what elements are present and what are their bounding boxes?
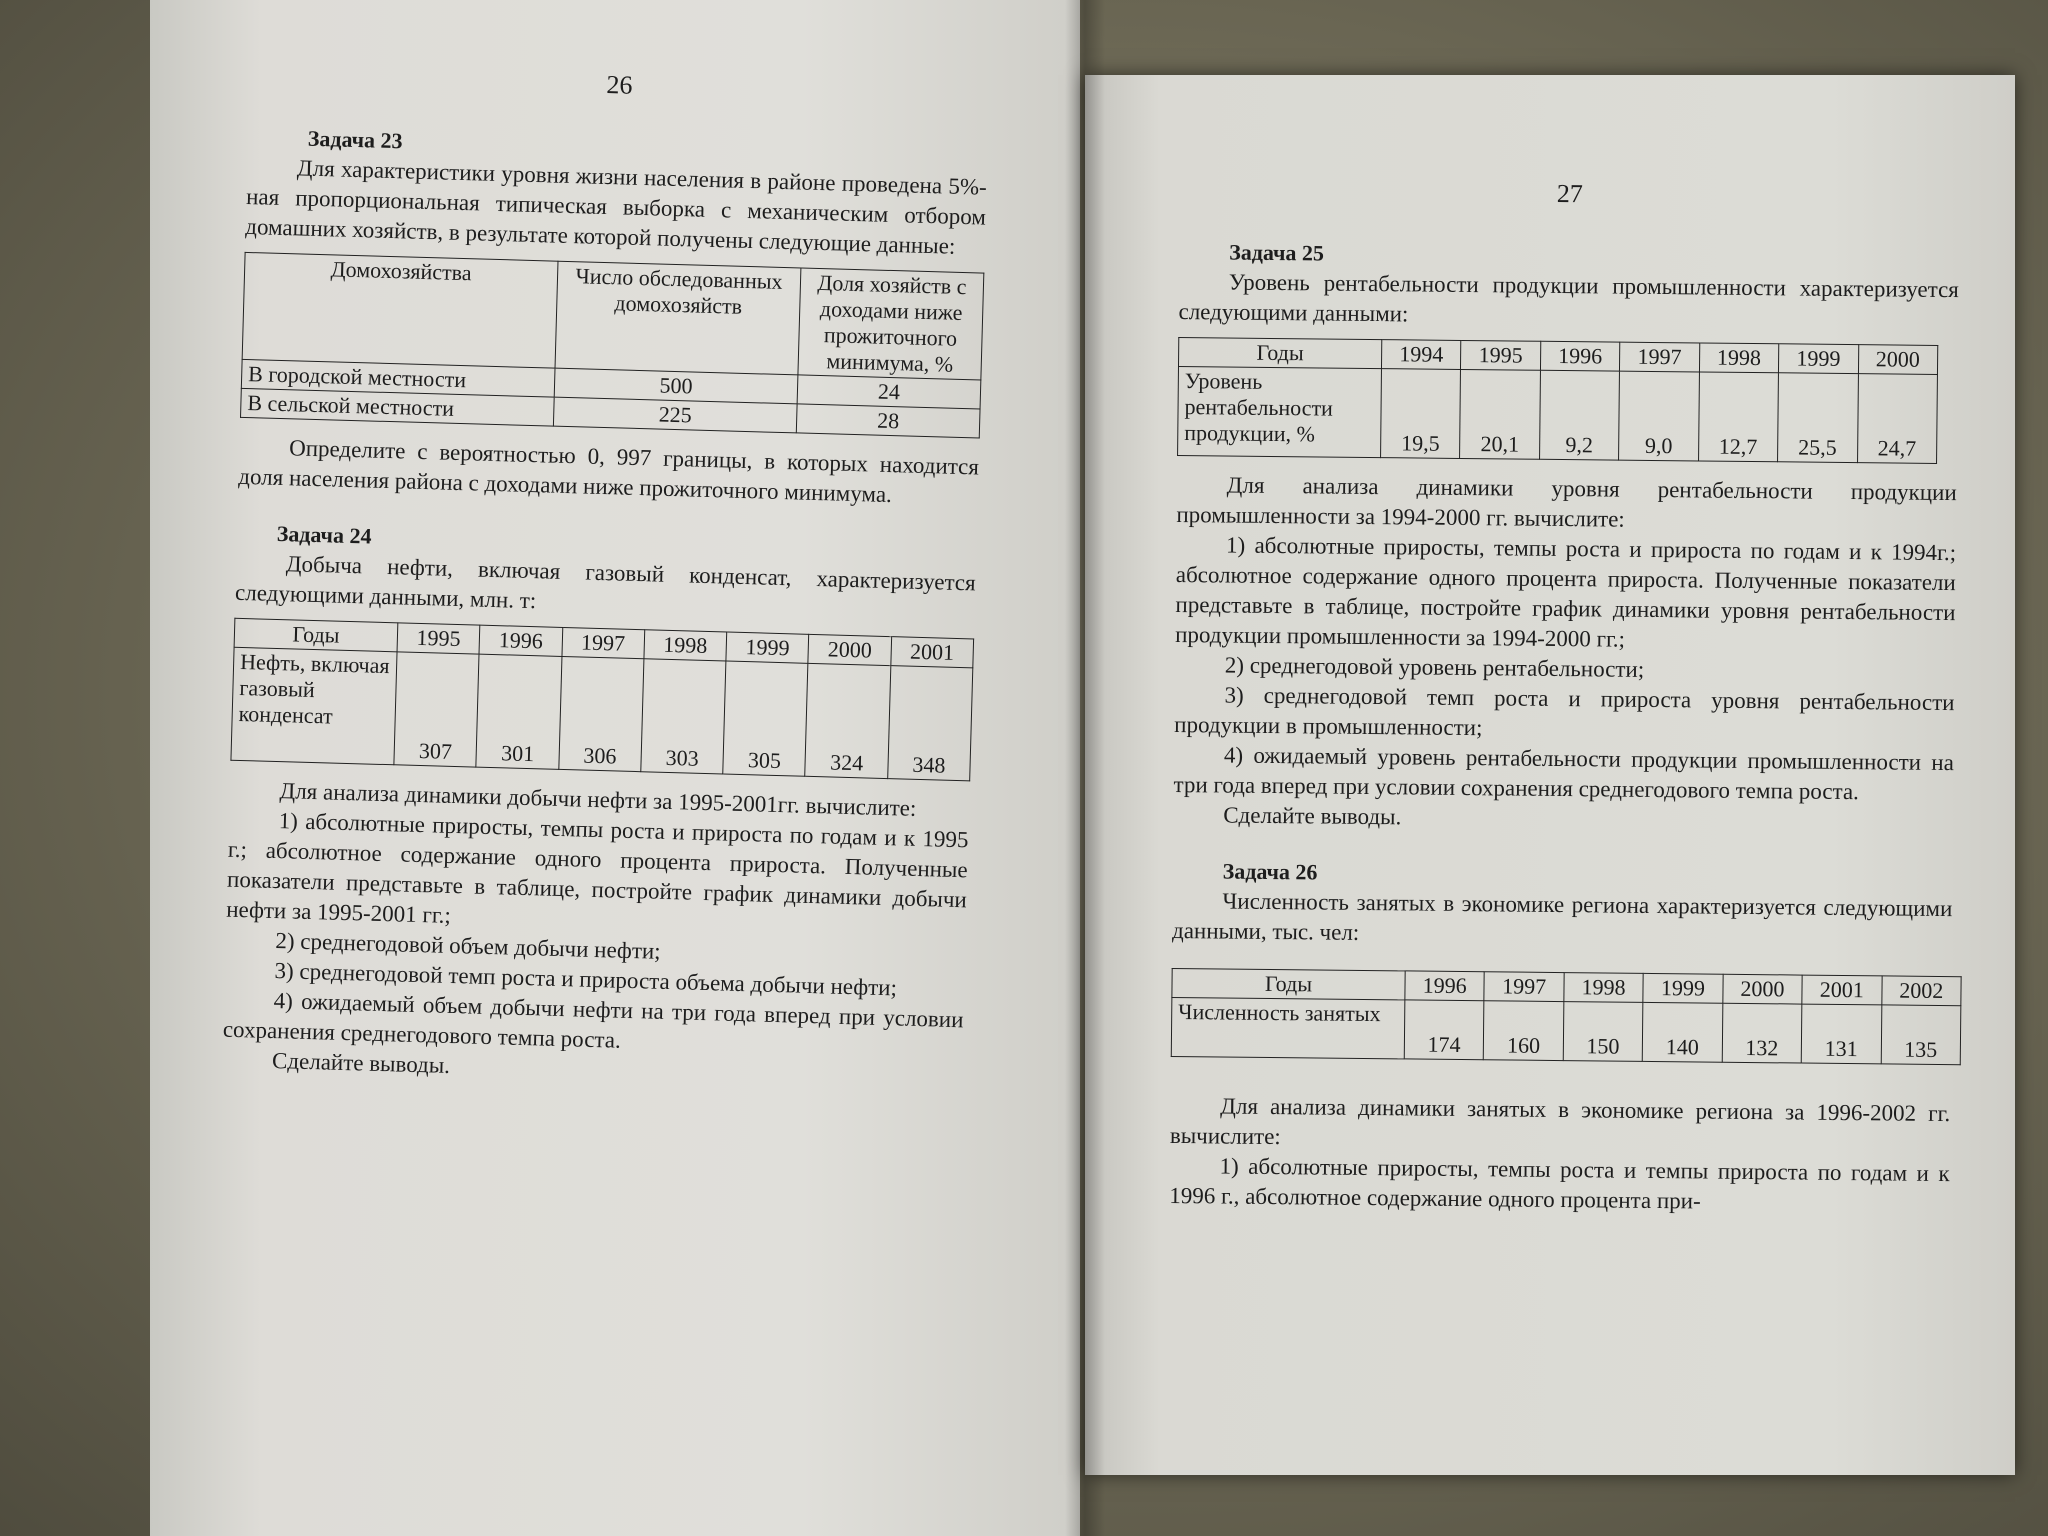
table-cell: 25,5	[1778, 373, 1858, 463]
table-cell: 12,7	[1698, 372, 1778, 462]
table-cell: 131	[1801, 1004, 1881, 1064]
task-25-table	[1177, 337, 1938, 464]
task-23-intro: Для характеристики уровня жизни населения в районе проведена 5%-ная пропорциональная типическая выборка с механическим отбором домашних хозяйств, в результате которой получены следующие данные:	[245, 155, 988, 259]
task-24-analysis-intro: Для анализа динамики добычи нефти за 1995-2001гг. вычислите:	[279, 778, 917, 821]
task-24-item-3: 3) среднегодовой темп роста и прироста объема добычи нефти;	[274, 958, 898, 1001]
table-header-cell: 1995	[1461, 340, 1541, 370]
task-24-item-2: 2) среднегодовой объем добычи нефти;	[275, 928, 661, 964]
table-header-cell: Годы	[234, 618, 398, 652]
table-cell: В сельской местности	[241, 388, 555, 426]
table-header-cell: Число обследованных домохозяйств	[555, 261, 801, 375]
table-cell: 303	[641, 659, 726, 774]
table-cell: 225	[553, 397, 797, 433]
task-24-title: Задача 24	[276, 520, 372, 549]
task-23-table	[240, 252, 984, 439]
task-26-analysis-intro: Для анализа динамики занятых в экономике региона за 1996-2002 гг. вычислите:	[1169, 1093, 1951, 1150]
task-25-conclusion: Сделайте выводы.	[1223, 802, 1402, 830]
table-header-cell: 1995	[397, 623, 480, 654]
task-25-item-2: 2) среднегодовой уровень рентабельности;	[1224, 652, 1645, 682]
task-25-intro: Уровень рентабельности продукции промышленности характеризуется следующими данными:	[1178, 269, 1959, 327]
task-25-title: Задача 25	[1229, 239, 1325, 266]
table-cell: 348	[887, 666, 972, 781]
table-header-cell: 2001	[1802, 975, 1882, 1005]
table-cell: 307	[394, 652, 479, 767]
task-24-intro: Добыча нефти, включая газовый конденсат, характеризуется следующими данными, млн. т:	[234, 551, 977, 614]
table-header-cell: 1998	[1699, 343, 1779, 373]
table-cell: 160	[1484, 1001, 1564, 1061]
table-cell: 28	[796, 404, 980, 438]
table-cell: 301	[476, 654, 561, 769]
task-26-table	[1171, 968, 1962, 1065]
table-cell: 24,7	[1857, 374, 1937, 464]
task-25-item-3: 3) среднегодовой темп роста и прироста уровня рентабельности продукции в промышленности;	[1174, 682, 1955, 741]
task-24-item-4: 4) ожидаемый объем добычи нефти на три года вперед при условии сохранения среднегодового темпа роста.	[222, 988, 964, 1053]
table-cell: 9,0	[1619, 371, 1699, 461]
table-cell: 19,5	[1381, 369, 1461, 459]
task-24-item-1: 1) абсолютные приросты, темпы роста и прироста по годам и к 1995 г.; абсолютное содержание одного процента прироста. Полученные показатели представьте в таблице, постройте график динамики добычи нефти за 1995-2001 гг.;	[225, 808, 969, 928]
table-header-cell: 1999	[726, 632, 809, 663]
table-cell: 135	[1881, 1005, 1961, 1065]
task-24-table	[230, 618, 974, 782]
table-header-cell: 2000	[1723, 974, 1803, 1004]
table-cell: 24	[797, 375, 981, 409]
table-cell: 306	[558, 656, 643, 771]
table-row-label: Уровень рентабельности продукции, %	[1178, 366, 1382, 457]
table-header-cell: 2002	[1881, 976, 1961, 1006]
table-header-cell: 1996	[479, 625, 562, 656]
table-cell: 150	[1563, 1002, 1643, 1062]
table-header-row	[242, 252, 984, 380]
task-23-title: Задача 23	[307, 125, 403, 154]
table-row	[1178, 366, 1938, 463]
table-header-cell: 1997	[1620, 342, 1700, 372]
book-spine	[1065, 0, 1105, 1536]
table-cell: 324	[805, 663, 890, 778]
table-header-cell: 1996	[1540, 341, 1620, 371]
table-cell: 140	[1643, 1002, 1723, 1062]
page-number: 26	[606, 69, 633, 100]
table-cell: 305	[723, 661, 808, 776]
table-header-cell: 2001	[891, 637, 974, 668]
task-23-question: Определите с вероятностью 0, 997 границы, в которых находится доля населения района с доходами ниже прожиточного минимума.	[238, 435, 980, 508]
table-header-cell: Доля хозяйств с доходами ниже прожиточного минимума, %	[798, 268, 984, 380]
table-cell: В городской местности	[241, 359, 555, 397]
table-cell: 9,2	[1539, 370, 1619, 460]
task-25-item-1: 1) абсолютные приросты, темпы роста и прироста по годам и к 1994г.; абсолютное содержание одного процента прироста. Полученные показатели представьте в таблице, постройте график динамики уровня рентабельности продукции промышленности за 1994-2000 гг.;	[1175, 532, 1957, 652]
task-24-conclusion: Сделайте выводы.	[271, 1048, 451, 1078]
task-26-intro: Численность занятых в экономике региона характеризуется следующими данными, тыс. чел:	[1171, 888, 1953, 945]
table-row-label: Численность занятых	[1171, 997, 1405, 1058]
table-header-cell: Годы	[1178, 337, 1381, 368]
table-header-cell: 2000	[1858, 345, 1938, 375]
left-page-content	[222, 60, 990, 1095]
table-header-cell: 1996	[1405, 971, 1485, 1001]
table-header-cell: Годы	[1172, 968, 1405, 999]
table-row	[231, 647, 973, 781]
table-header-cell: 2000	[808, 634, 891, 665]
table-header-cell: 1998	[644, 630, 727, 661]
table-cell: 20,1	[1460, 369, 1540, 459]
task-25-item-4: 4) ожидаемый уровень рентабельности продукции промышленности на три года вперед при условии сохранения среднегодового темпа роста.	[1173, 742, 1955, 805]
table-header-cell: Домохозяйства	[242, 252, 558, 368]
table-row	[1171, 997, 1961, 1064]
table-header-cell: 1997	[562, 627, 645, 658]
table-row-label: Нефть, включая газовый конденсат	[231, 647, 397, 765]
table-cell: 500	[554, 368, 798, 404]
table-header-cell: 1997	[1484, 972, 1564, 1002]
task-25-analysis-intro: Для анализа динамики уровня рентабельности продукции промышленности за 1994-2000 гг. вычислите:	[1176, 472, 1957, 532]
table-header-cell: 1999	[1643, 973, 1723, 1003]
right-page-content	[1169, 175, 1960, 1219]
page-number: 27	[1556, 178, 1583, 209]
task-26-item-1: 1) абсолютные приросты, темпы роста и темпы прироста по годам и к 1996 г., абсолютное содержание одного процента при-	[1169, 1153, 1950, 1214]
table-cell: 174	[1404, 1000, 1484, 1060]
table-header-cell: 1994	[1381, 340, 1461, 370]
task-26-title: Задача 26	[1222, 858, 1318, 885]
table-cell: 132	[1722, 1003, 1802, 1063]
table-header-cell: 1999	[1779, 344, 1859, 374]
table-header-cell: 1998	[1564, 973, 1644, 1003]
